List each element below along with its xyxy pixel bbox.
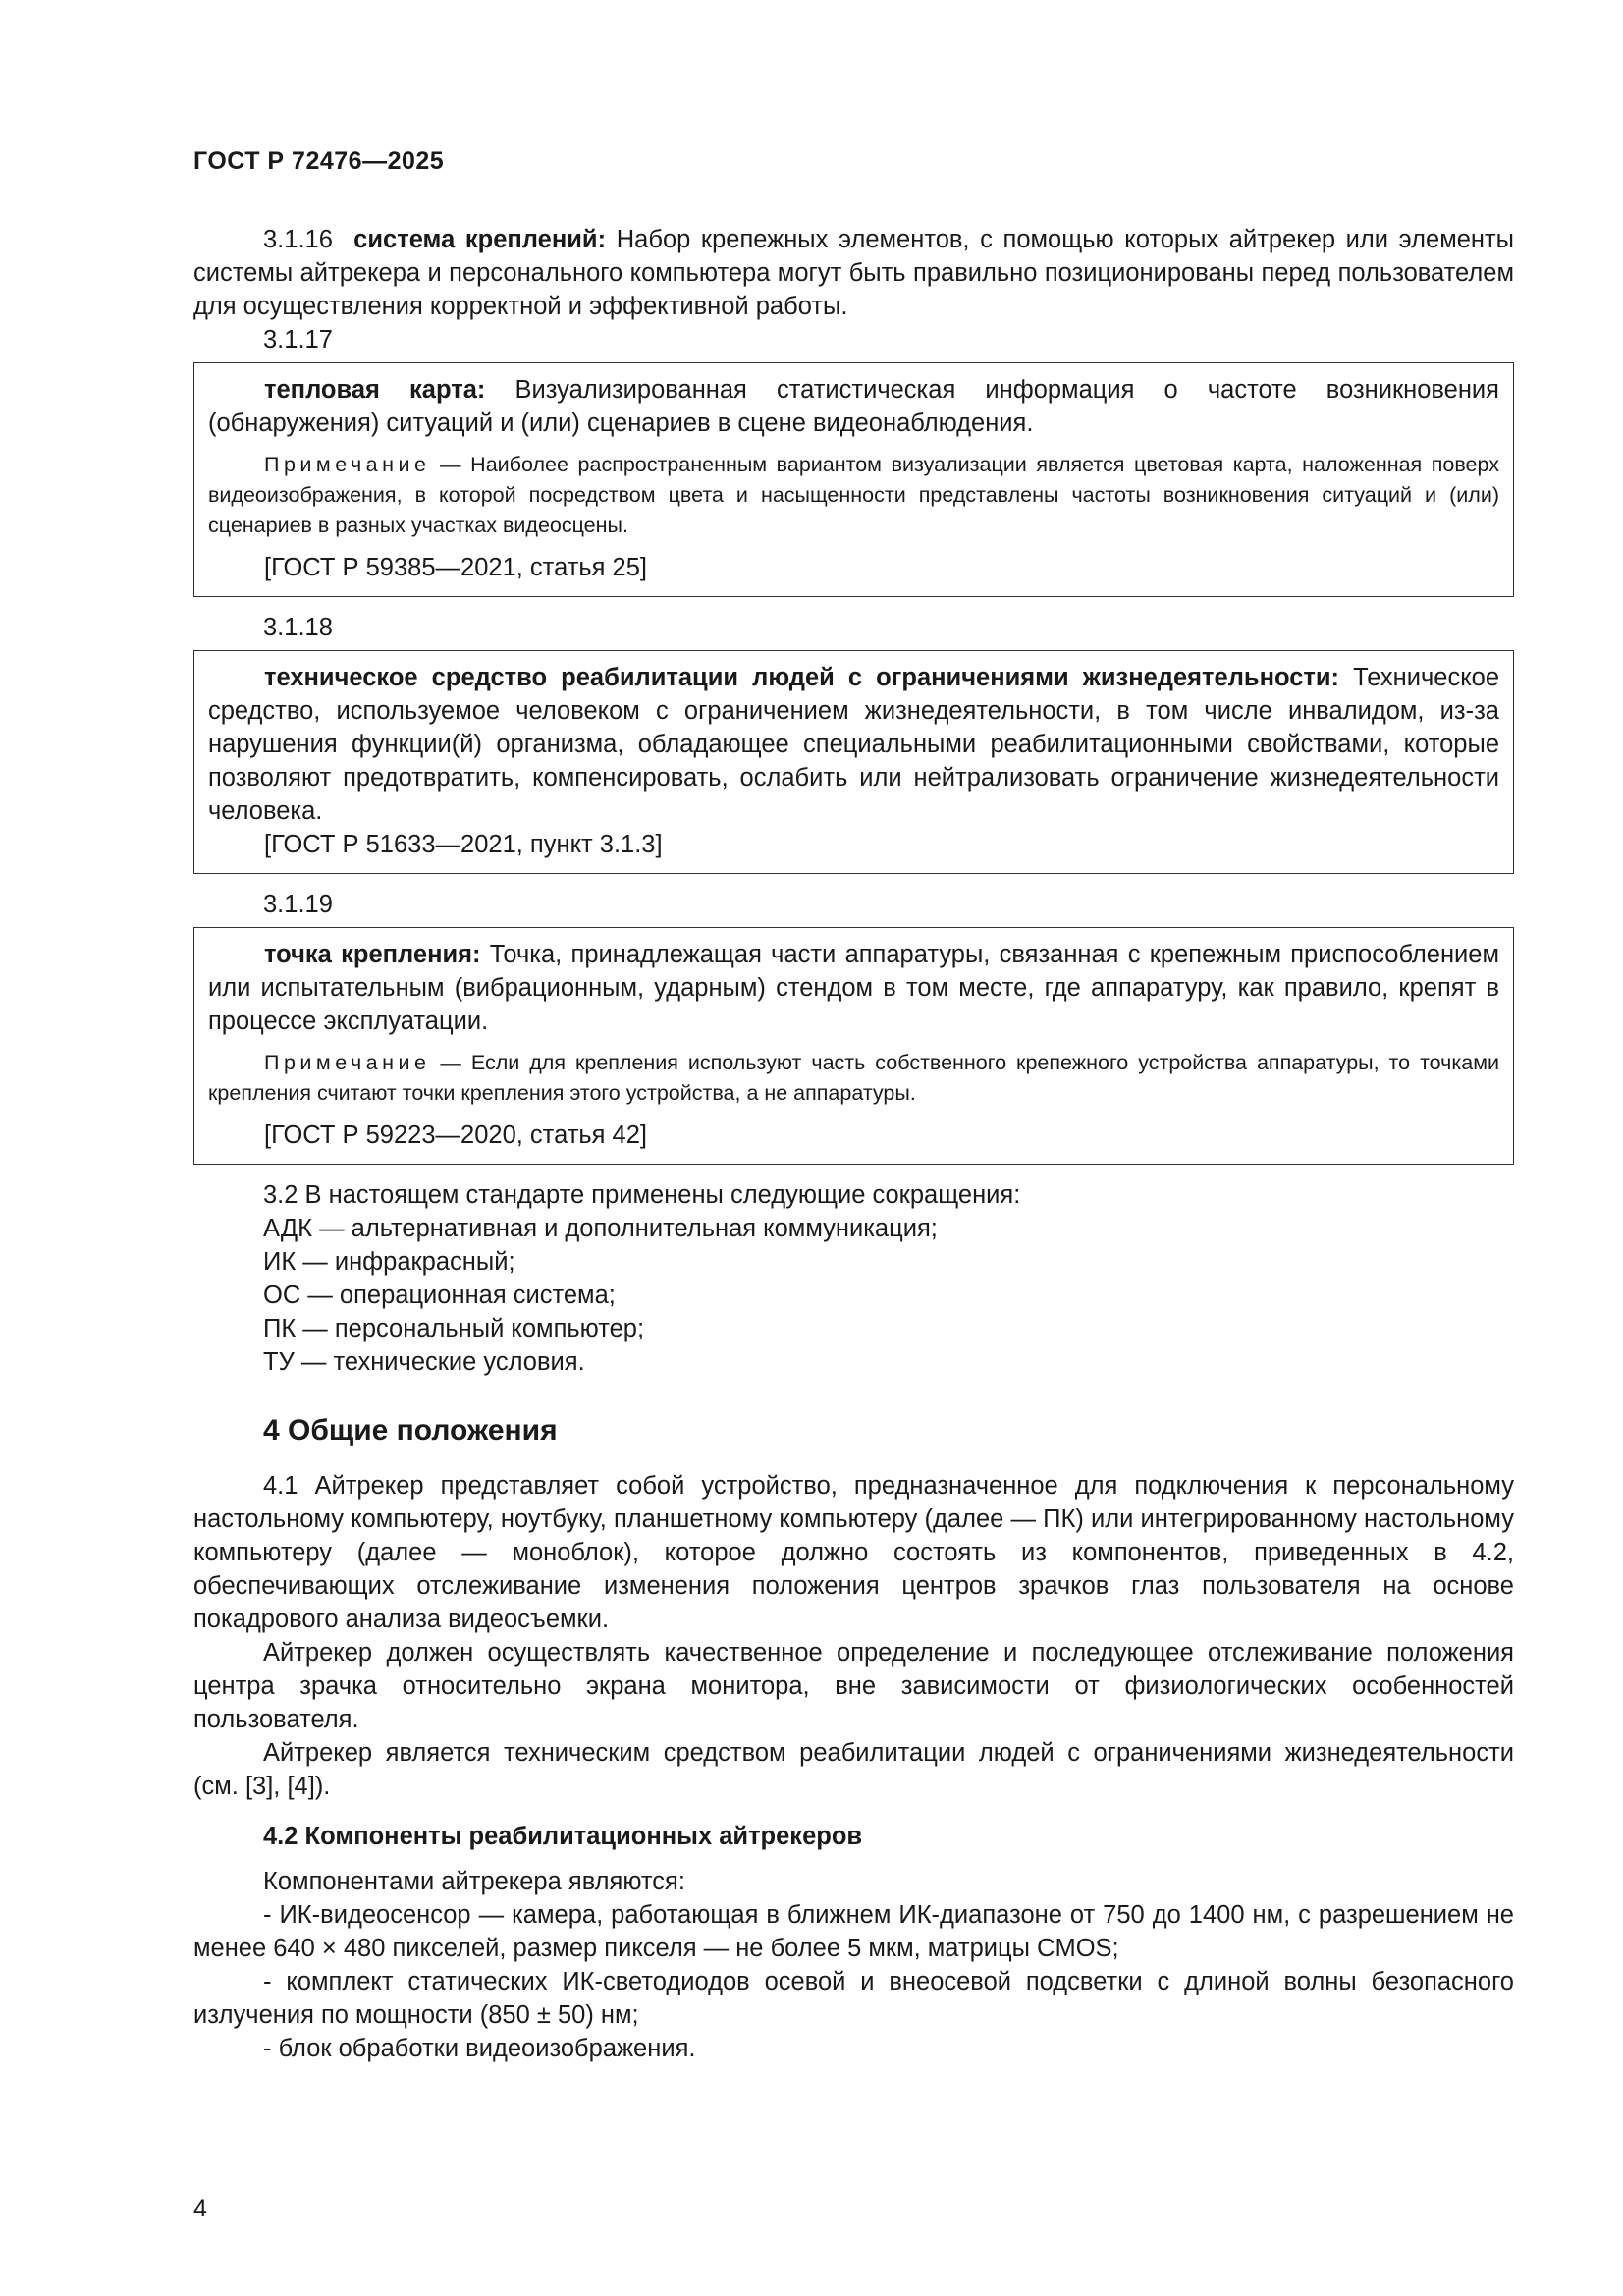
document-code-header: ГОСТ Р 72476—2025 — [193, 147, 445, 175]
subsection-heading-4-2: 4.2 Компоненты реабилитационных айтрекеров — [263, 1823, 863, 1850]
abbreviation-item: ИК — инфракрасный; — [263, 1248, 515, 1276]
term-box-3-1-19 — [193, 927, 1514, 1165]
source-reference: [ГОСТ Р 59223—2020, статья 42] — [264, 1121, 647, 1149]
abbreviations-intro: 3.2 В настоящем стандарте применены следующие сокращения: — [263, 1181, 1021, 1209]
component-list-item: - комплект статических ИК-светодиодов осевой и внеосевой подсветки с длиной волны безопасного излучения по мощности (850 ± 50) нм; — [193, 1968, 1514, 2029]
definition-paragraph — [208, 373, 1499, 440]
document-page — [193, 147, 1514, 2065]
paragraph: Айтрекер является техническим средством реабилитации людей с ограничениями жизнедеятельности (см. [3], [4]). — [193, 1739, 1514, 1800]
definition: Техническое средство, используемое человеком с ограничением жизнедеятельности, в том числе инвалидом, из-за нарушения функции(й) организма, обладающее специальными реабилитационными свойствами, которые позволяют предотвратить, компенсировать, ослабить или нейтрализовать ограничение жизнедеятельности человека. — [208, 664, 1500, 825]
source-reference: [ГОСТ Р 59385—2021, статья 25] — [264, 554, 647, 581]
term: система креплений: — [353, 226, 607, 253]
definition: Точка, принадлежащая части аппаратуры, связанная с крепежным приспособлением или испытательным (вибрационным, ударным) стендом в том месте, где аппаратуру, как правило, крепят в процессе эксплуатации. — [208, 941, 1499, 1035]
component-list-item: - блок обработки видеоизображения. — [263, 2035, 696, 2062]
definition: Визуализированная статистическая информация о частоте возникновения (обнаружения) ситуаций и (или) сценариев в сцене видеонаблюдения. — [208, 376, 1499, 437]
definition-paragraph — [208, 661, 1499, 828]
note — [208, 1048, 1499, 1109]
clause-number-3-1-17: 3.1.17 — [263, 326, 333, 354]
term: точка крепления: — [264, 941, 481, 968]
term-box-3-1-18 — [193, 650, 1514, 874]
note — [208, 450, 1499, 541]
paragraph-4-1: 4.1 Айтрекер представляет собой устройство, предназначенное для подключения к персональному настольному компьютеру, ноутбуку, планшетному компьютеру (далее — ПК) или интегрированному настольному компьютеру (далее — моноблок), которое должно состоять из компонентов, приведенных в 4.2, обеспечивающих отслеживание изменения положения центров зрачков глаз пользователя на основе покадрового анализа видеосъемки. — [193, 1472, 1514, 1633]
term: тепловая карта: — [264, 376, 486, 404]
note-label: Примечание — [264, 453, 431, 476]
page-number: 4 — [193, 2195, 207, 2222]
component-list-item: - ИК-видеосенсор — камера, работающая в ближнем ИК-диапазоне от 750 до 1400 нм, с разрешением не менее 640 × 480 пикселей, размер пикселя — не более 5 мкм, матрицы CMOS; — [193, 1901, 1514, 1962]
section-heading-4: 4 Общие положения — [263, 1414, 558, 1447]
abbreviation-item: ТУ — технические условия. — [263, 1348, 585, 1376]
note-text: — Если для крепления используют часть собственного крепежного устройства аппаратуры, то точками крепления считают точки крепления этого устройства, а не аппаратуры. — [208, 1051, 1499, 1105]
note-label: Примечание — [264, 1051, 431, 1074]
clause-number-3-1-19: 3.1.19 — [263, 891, 333, 918]
note-text: — Наиболее распространенным вариантом визуализации является цветовая карта, наложенная поверх видеоизображения, в которой посредством цвета и насыщенности представлены частоты возникновения ситуаций и (или) сценариев в разных участках видеосцены. — [208, 453, 1499, 537]
term-box-3-1-17 — [193, 362, 1514, 597]
definition: Набор крепежных элементов, с помощью которых айтрекер или элементы системы айтрекера и персонального компьютера могут быть правильно позиционированы перед пользователем для осуществления корректной и эффективной работы. — [193, 226, 1514, 320]
abbreviation-item: ОС — операционная система; — [263, 1282, 616, 1309]
clause-number: 3.1.16 — [263, 226, 333, 253]
abbreviation-item: АДК — альтернативная и дополнительная коммуникация; — [263, 1215, 938, 1242]
clause-number-3-1-18: 3.1.18 — [263, 614, 333, 641]
abbreviation-item: ПК — персональный компьютер; — [263, 1315, 645, 1342]
clause-3-1-16 — [193, 223, 1514, 323]
definition-paragraph — [208, 938, 1499, 1038]
paragraph: Айтрекер должен осуществлять качественное определение и последующее отслеживание положения центра зрачка относительно экрана монитора, вне зависимости от физиологических особенностей пользователя. — [193, 1639, 1514, 1733]
term: техническое средство реабилитации людей с ограничениями жизнедеятельности: — [264, 664, 1340, 691]
source-reference: [ГОСТ Р 51633—2021, пункт 3.1.3] — [264, 831, 663, 858]
components-intro: Компонентами айтрекера являются: — [263, 1868, 685, 1895]
